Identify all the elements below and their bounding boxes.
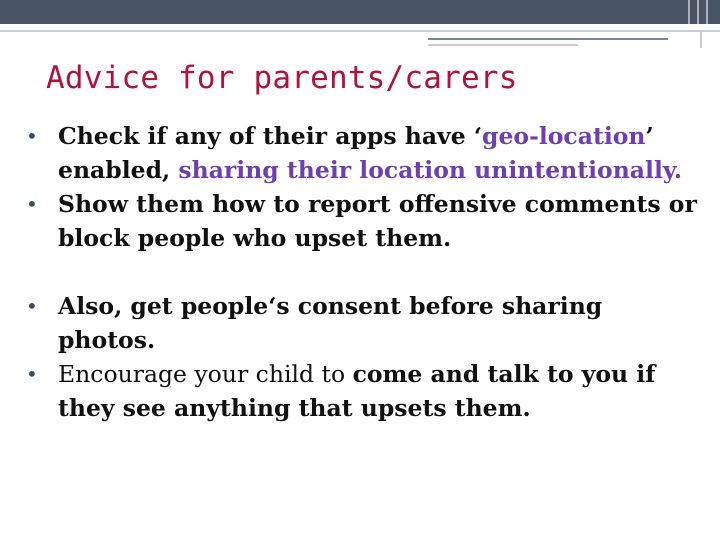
bullet-item xyxy=(26,187,706,255)
bullet-marker: • xyxy=(26,362,38,386)
bullet-marker: • xyxy=(26,192,38,216)
slide-title: Advice for parents/carers xyxy=(46,60,518,96)
top-decorative-bar xyxy=(0,0,720,24)
bullet-marker: • xyxy=(26,124,38,148)
bullet-text: Also, get people‘s consent before sharing photos. xyxy=(58,292,603,354)
bullet-list xyxy=(26,119,706,425)
header-accent-line xyxy=(700,30,702,48)
bullet-text: Show them how to report offensive comments or block people who upset them. xyxy=(58,190,697,252)
bullet-highlight: geo-location xyxy=(482,122,646,150)
bullet-item xyxy=(26,357,706,425)
bullet-item xyxy=(26,119,706,187)
top-bar-stripe xyxy=(688,0,690,24)
header-accent-line xyxy=(428,44,578,46)
top-bar-stripe xyxy=(697,0,699,24)
header-accent-line xyxy=(428,38,668,40)
bullet-marker: • xyxy=(26,294,38,318)
header-accent-line xyxy=(0,30,720,32)
bullet-text: come and talk to you if they see anything that upsets them. xyxy=(58,360,656,422)
bullet-text: ’ enabled, xyxy=(58,122,654,184)
spacer xyxy=(26,255,706,289)
bullet-text: Encourage your child to xyxy=(58,360,353,388)
bullet-text: Check if any of their apps have ‘ xyxy=(58,122,483,150)
bullet-highlight: sharing their location unintentionally. xyxy=(178,156,683,184)
bullet-item xyxy=(26,289,706,357)
top-bar-stripe xyxy=(706,0,708,24)
